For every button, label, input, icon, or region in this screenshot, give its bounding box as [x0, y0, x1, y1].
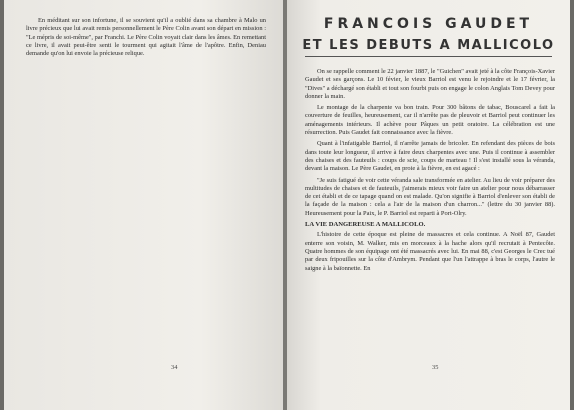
section-subheading: LA VIE DANGEREUSE A MALLICOLO.: [305, 221, 426, 229]
paragraph-4: "Je suis fatigué de voir cette véranda sale transformée en atelier. Au lieu de voir préparer des multitudes de chaises et de fauteuils, j'aimerais mieux voir faire un atelier pour nous débarrasser de cet établi et de ce tapage quand on est malade. Qu'on signifie à Barriol d'enlever son établi de la façade de la maison : cela a l'air de la maison d'un charron..." (lettre du 30 janvier 88). Heureusement pour la Paix, le P. Barriol est reparti à Port-Olry.: [305, 176, 555, 217]
chapter-title-line2: ET LES DEBUTS A MALLICOLO: [302, 38, 555, 53]
right-page-text: [305, 68, 555, 276]
left-page-text: [26, 17, 266, 61]
chapter-title-line1: FRANCOIS GAUDET: [323, 16, 534, 32]
paragraph-2: Le montage de la charpente va bon train. Pour 300 bâtons de tabac, Bouscarel a fait la couverture de feuilles, heureusement, car il n'arrête pas de pleuvoir et Barriol peut continuer les aménagements intérieurs. Il achève pour Pâques un petit oratoire. La célébration est une résurrection. Puis Gaudet fait connaissance avec la fièvre.: [305, 104, 555, 137]
right-page: [287, 0, 570, 410]
left-page-number: 34: [171, 364, 178, 371]
right-page-number: 35: [432, 364, 439, 371]
left-paragraph: En méditant sur son infortune, il se souvient qu'il a oublié dans sa chambre à Malo un livre précieux que lui avait remis personnellement le Père Colin avant son départ en mission : "Le mépris de soi-même", par Franchi. Le Père Colin voyait clair dans les âmes. En remettant ce livre, il avait peut-être senti le tourment qui agitait l'âme de l'apôtre. Enfin, Deniau demande qu'on lui envoie la précieuse relique.: [26, 17, 266, 58]
title-rule: [305, 56, 552, 57]
paragraph-3: Quant à l'infatigable Barriol, il n'arrête jamais de bricoler. En refendant des pièces de bois dans toute leur longueur, il arrive à faire deux charpentes avec une. Puis il continue à assembler des chaises et des fauteuils : coups de scie, coups de marteau ! Il s'est installé sous la véranda, devant la maison. Le Père Gaudet, en proie à la fièvre, en est agacé :: [305, 140, 555, 173]
paragraph-1: On se rappelle comment le 22 janvier 1887, le "Guichen" avait jeté à la côte François-Xavier Gaudet et ses garçons. Le 10 févier, le vieux Barriol est venu le rejoindre et le 17 février, la "Dives" a déchargé son établi et tout son fourbi puis on engage le colon Anglais Tom Devey pour donner la main.: [305, 68, 555, 100]
left-page: [4, 0, 285, 410]
paragraph-5: L'histoire de cette époque est pleine de massacres et cela continue. A Noël 87, Gaudet enterre son voisin, M. Walker, mis en morceaux à la hache alors qu'il recrutait à Pentecôte. Quatre hommes de son équipage ont été massacrés avec lui. En mai 88, c'est Georges le Crec tué par deux fripouilles sur la côte d'Ambrym. Pendant que l'un l'attrappe à bras le corps, l'autre le saigne à la baïonnette. En: [305, 231, 555, 272]
